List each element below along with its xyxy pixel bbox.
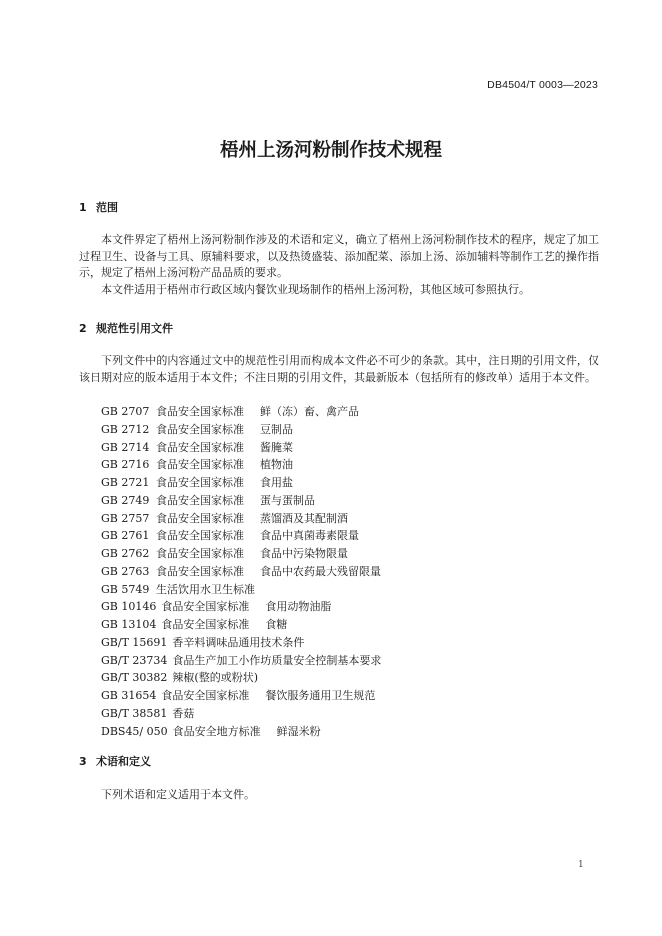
- reference-item: GB 2707 食品安全国家标准 鲜（冻）畜、禽产品: [101, 405, 359, 418]
- reference-item: GB/T 30382 辣椒(整的或粉状): [101, 671, 258, 685]
- reference-item: GB 2716 食品安全国家标准 植物油: [101, 458, 293, 472]
- reference-item: GB 31654 食品安全国家标准 餐饮服务通用卫生规范: [101, 689, 376, 702]
- reference-item: GB 2749 食品安全国家标准 蛋与蛋制品: [101, 493, 315, 507]
- reference-item: GB 2714 食品安全国家标准 酱腌菜: [101, 440, 293, 454]
- reference-item: GB 2763 食品安全国家标准 食品中农药最大残留限量: [101, 564, 381, 578]
- reference-item: GB 2761 食品安全国家标准 食品中真菌毒素限量: [101, 529, 359, 543]
- reference-item: GB 5749 生活饮用水卫生标准: [101, 582, 255, 596]
- scope-paragraph-1: 本文件界定了梧州上汤河粉制作涉及的术语和定义，确立了梧州上汤河粉制作技术的程序，规定了加工过程卫生、设备与工具、原辅料要求，以及热烫盛装、添加配菜、添加上汤、添加辅料等制作工艺的操作指示，规定了梧州上汤河粉产品品质的要求。: [79, 233, 599, 279]
- reference-list: [101, 403, 381, 740]
- reference-item: GB 13104 食品安全国家标准 食糖: [101, 618, 288, 631]
- section-heading-terms-definitions: [79, 753, 151, 769]
- section-heading-normative-references: [79, 320, 173, 336]
- section-number: 3: [79, 755, 87, 768]
- reference-item: GB/T 15691 香辛料调味品通用技术条件: [101, 635, 305, 649]
- reference-item: GB 2721 食品安全国家标准 食用盐: [101, 476, 293, 489]
- section-title: 范围: [96, 201, 118, 214]
- terms-paragraph: 下列术语和定义适用于本文件。: [101, 788, 255, 801]
- section-number: 2: [79, 322, 87, 335]
- reference-item: GB 2712 食品安全国家标准 豆制品: [101, 422, 293, 436]
- reference-item: GB 10146 食品安全国家标准 食用动物油脂: [101, 600, 332, 614]
- document-code: DB4504/T 0003—2023: [487, 79, 598, 91]
- references-intro-paragraph: 下列文件中的内容通过文中的规范性引用而构成本文件必不可少的条款。其中，注日期的引用文件，仅该日期对应的版本适用于本文件；不注日期的引用文件，其最新版本（包括所有的修改单）适用于本文件。: [79, 354, 599, 384]
- page-number: 1: [578, 860, 584, 870]
- section-title: 术语和定义: [96, 755, 151, 768]
- reference-item: GB/T 23734 食品生产加工小作坊质量安全控制基本要求: [101, 653, 382, 667]
- reference-item: DBS45/ 050 食品安全地方标准 鲜湿米粉: [101, 724, 321, 738]
- reference-item: GB 2762 食品安全国家标准 食品中污染物限量: [101, 547, 348, 560]
- section-number: 1: [79, 201, 87, 214]
- section-heading-scope: [79, 199, 118, 215]
- reference-item: GB/T 38581 香菇: [101, 706, 195, 720]
- document-title: 梧州上汤河粉制作技术规程: [219, 140, 442, 161]
- reference-item: GB 2757 食品安全国家标准 蒸馏酒及其配制酒: [101, 511, 348, 525]
- scope-paragraph-2: 本文件适用于梧州市行政区域内餐饮业现场制作的梧州上汤河粉，其他区域可参照执行。: [101, 283, 530, 296]
- section-title: 规范性引用文件: [96, 322, 173, 335]
